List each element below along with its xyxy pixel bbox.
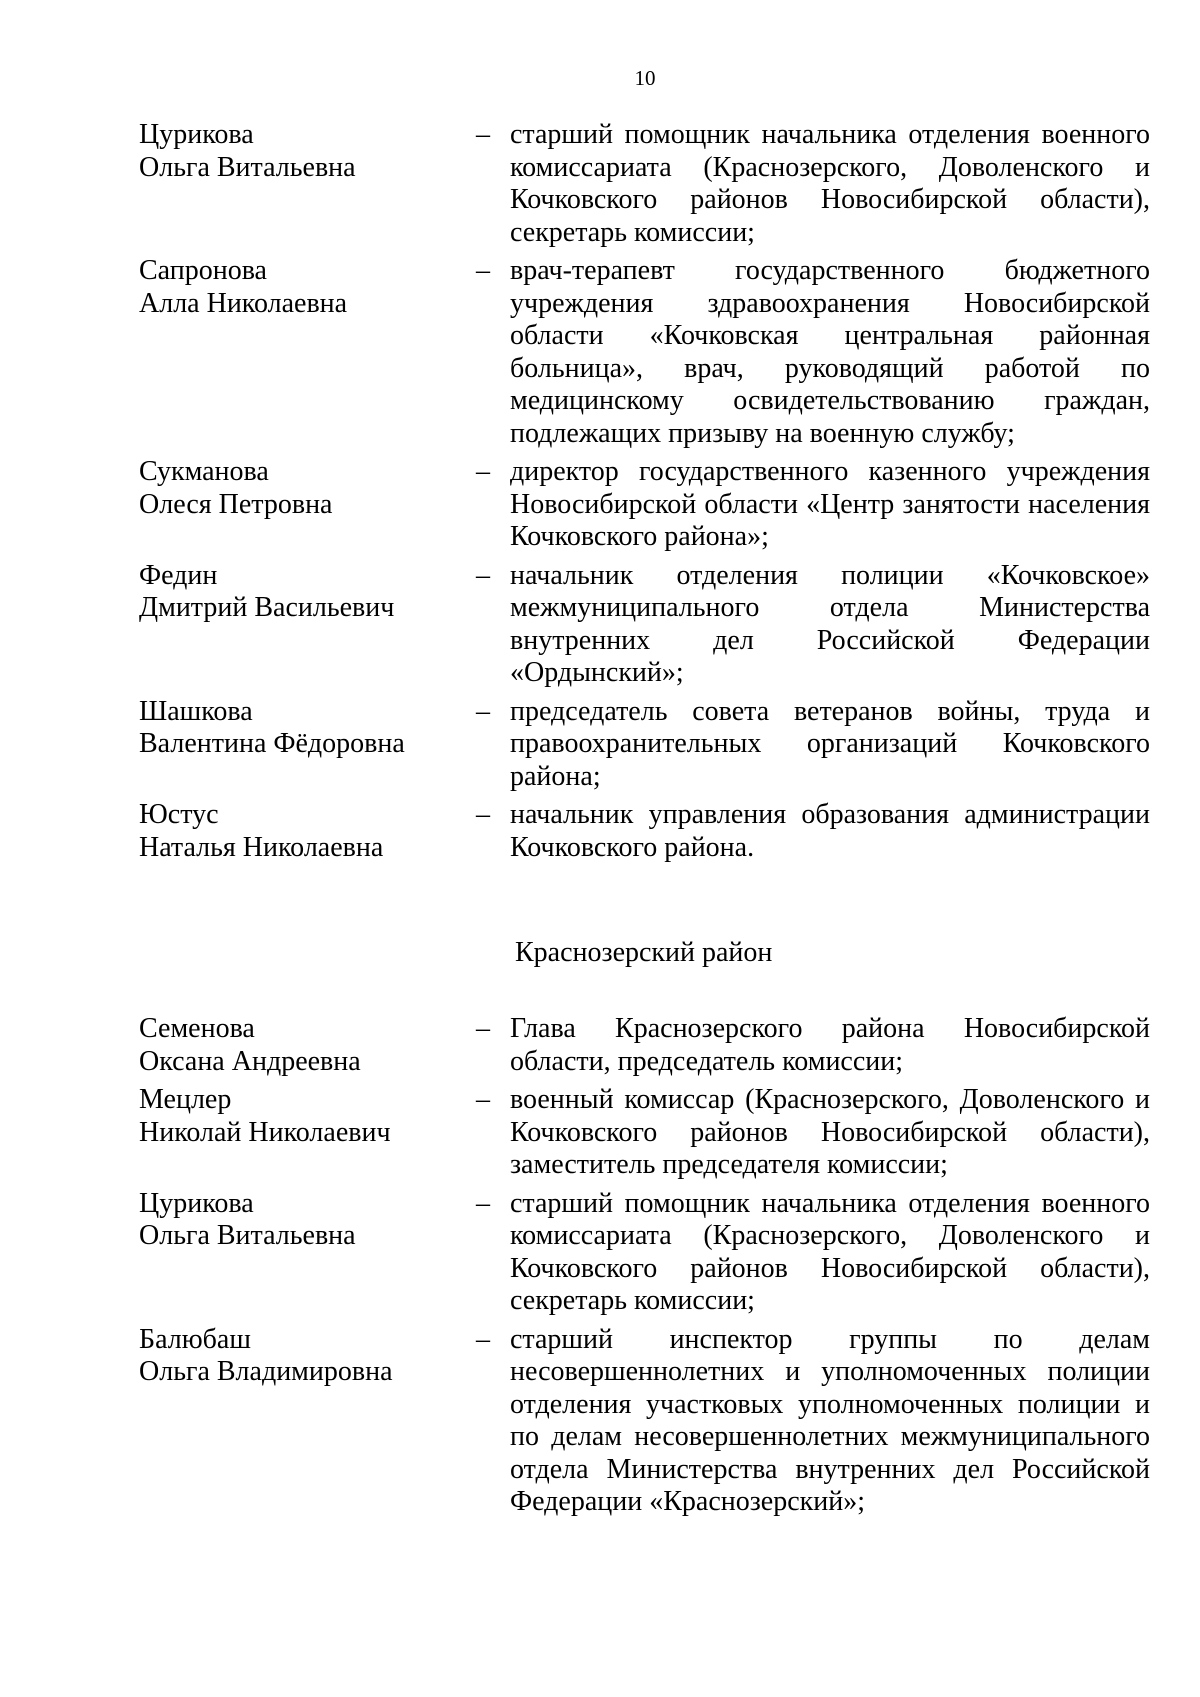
member-name <box>139 696 459 761</box>
member-name <box>139 456 459 521</box>
dash-separator: – <box>476 1187 490 1219</box>
dash-separator: – <box>476 1084 490 1115</box>
section-heading: Краснозерский район <box>515 937 773 968</box>
page-number: 10 <box>634 66 656 90</box>
member-entry <box>0 799 1200 864</box>
member-given-names: Ольга Владимировна <box>139 1356 393 1387</box>
members-list-kochkovsky <box>0 119 1200 864</box>
dash-separator: – <box>476 559 490 591</box>
member-role: председатель совета ветеранов войны, труда и правоохранительных организаций Кочковского района; <box>510 695 1150 792</box>
member-name <box>139 255 459 320</box>
member-role: военный комиссар (Краснозерского, Доволенского и Кочковского районов Новосибирской области), заместитель председателя комиссии; <box>510 1084 1150 1180</box>
member-given-names: Дмитрий Васильевич <box>139 592 395 623</box>
member-name <box>139 1013 459 1078</box>
member-given-names: Оксана Андреевна <box>139 1045 361 1077</box>
member-role: Глава Краснозерского района Новосибирской области, председатель комиссии; <box>510 1013 1150 1077</box>
member-surname: Мецлер <box>139 1084 232 1115</box>
member-role: старший помощник начальника отделения военного комиссариата (Краснозерского, Доволенского и Кочковского районов Новосибирской области), секретарь комиссии; <box>510 119 1150 248</box>
member-surname: Сукманова <box>139 456 269 487</box>
member-role: врач-терапевт государственного бюджетного учреждения здравоохранения Новосибирской области «Кочковская центральная районная больница», врач, руководящий работой по медицинскому освидетельствованию граждан, подлежащих призыву на военную службу; <box>510 255 1150 449</box>
member-given-names: Алла Николаевна <box>139 287 348 319</box>
member-surname: Балюбаш <box>139 1323 251 1355</box>
member-name <box>139 799 459 864</box>
member-surname: Юстус <box>139 799 219 830</box>
member-role: начальник управления образования администрации Кочковского района. <box>510 799 1150 863</box>
member-entry <box>0 696 1200 794</box>
dash-separator: – <box>476 1323 490 1355</box>
member-given-names: Олеся Петровна <box>139 488 333 520</box>
member-surname: Семенова <box>139 1013 255 1044</box>
member-entry <box>0 119 1200 249</box>
member-entry <box>0 560 1200 690</box>
member-name <box>139 119 459 184</box>
member-entry <box>0 456 1200 554</box>
dash-separator: – <box>476 255 490 286</box>
dash-separator: – <box>476 799 490 830</box>
members-list-krasnozersky <box>0 1013 1200 1519</box>
member-name <box>139 1324 459 1389</box>
member-given-names: Валентина Фёдоровна <box>139 728 405 759</box>
dash-separator: – <box>476 695 490 727</box>
member-entry <box>0 1188 1200 1318</box>
member-role: старший помощник начальника отделения военного комиссариата (Краснозерского, Доволенского и Кочковского районов Новосибирской области), секретарь комиссии; <box>510 1187 1150 1316</box>
member-name <box>139 1188 459 1253</box>
member-given-names: Ольга Витальевна <box>139 151 356 183</box>
member-surname: Федин <box>139 559 218 591</box>
member-surname: Шашкова <box>139 695 253 727</box>
member-given-names: Николай Николаевич <box>139 1116 391 1148</box>
member-given-names: Наталья Николаевна <box>139 831 384 863</box>
member-surname: Сапронова <box>139 255 267 286</box>
member-name <box>139 1084 459 1149</box>
member-given-names: Ольга Витальевна <box>139 1220 356 1251</box>
dash-separator: – <box>476 119 490 150</box>
member-entry <box>0 1013 1200 1078</box>
member-entry <box>0 1084 1200 1182</box>
member-entry <box>0 255 1200 450</box>
member-entry <box>0 1324 1200 1519</box>
member-surname: Цурикова <box>139 119 254 150</box>
member-role: директор государственного казенного учреждения Новосибирской области «Центр занятости населения Кочковского района»; <box>510 456 1150 552</box>
dash-separator: – <box>476 456 490 487</box>
member-surname: Цурикова <box>139 1187 254 1219</box>
member-role: начальник отделения полиции «Кочковское» межмуниципального отдела Министерства внутренних дел Российской Федерации «Ордынский»; <box>510 559 1150 688</box>
member-role: старший инспектор группы по делам несовершеннолетних и уполномоченных полиции отделения участковых уполномоченных полиции и по делам несовершеннолетних межмуниципального отдела Министерства внутренних дел Российской Федерации «Краснозерский»; <box>510 1323 1150 1517</box>
dash-separator: – <box>476 1013 490 1044</box>
member-name <box>139 560 459 625</box>
